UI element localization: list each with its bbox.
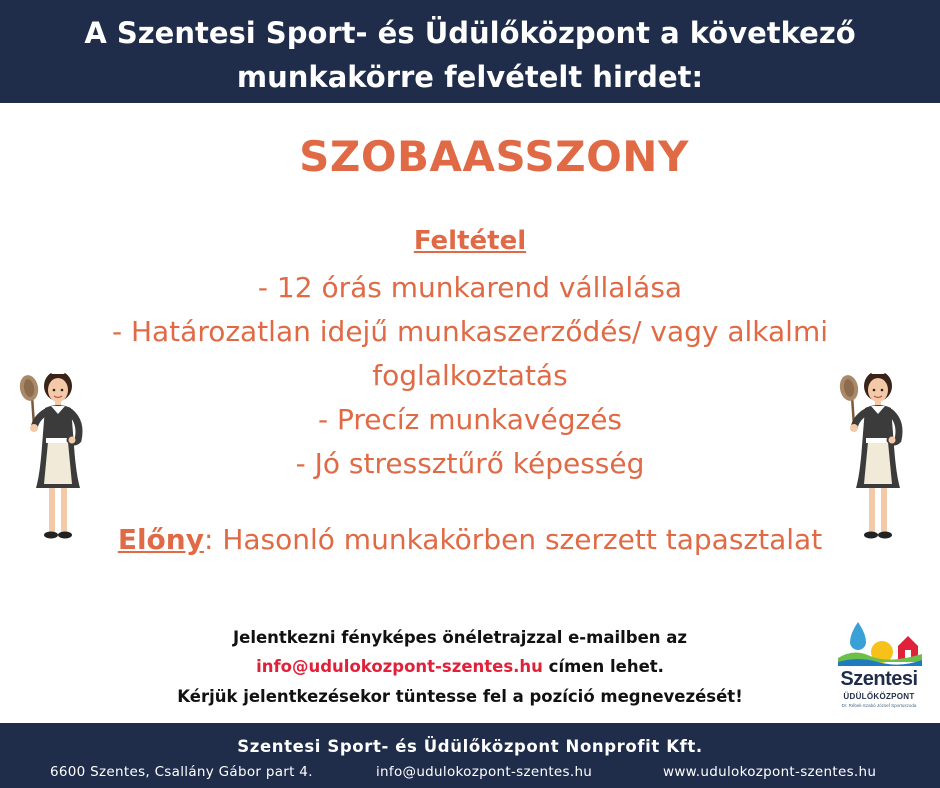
resort-logo	[830, 618, 928, 718]
application-line-2	[0, 657, 920, 676]
logo-subtitle: ÜDÜLŐKÖZPONT	[843, 692, 915, 701]
requirement-item: - Határozatlan idejű munkaszerződés/ vagy alkalmi	[111, 315, 829, 348]
requirements-heading: Feltétel	[413, 226, 527, 256]
header-title-line-1: A Szentesi Sport- és Üdülőközpont a következő	[84, 16, 856, 50]
advantage-line	[0, 523, 940, 556]
resort-logo-icon	[830, 618, 928, 668]
header-title-line-2: munkakörre felvételt hirdet:	[236, 60, 704, 94]
header-banner	[0, 0, 940, 103]
logo-name: Szentesi	[840, 668, 918, 690]
requirement-item: - Jó stressztűrő képesség	[295, 447, 645, 480]
requirement-item: - 12 órás munkarend vállalása	[257, 271, 683, 304]
logo-tagline: Dr. Rébeli-Szabó József Sportuszoda	[841, 703, 917, 708]
footer-email-link[interactable]: info@udulokozpont-szentes.hu	[376, 764, 593, 780]
application-line-1: Jelentkezni fényképes önéletrajzzal e-mailben az	[232, 628, 688, 647]
application-line-3: Kérjük jelentkezésekor tüntesse fel a pozíció megnevezését!	[177, 687, 743, 706]
maid-illustration-icon	[12, 366, 94, 546]
requirement-item: foglalkoztatás	[372, 359, 568, 392]
advantage-label: Előny	[117, 523, 204, 556]
footer-website-link[interactable]: www.udulokozpont-szentes.hu	[663, 764, 877, 780]
footer-bar	[0, 723, 940, 788]
footer-company-name: Szentesi Sport- és Üdülőközpont Nonprofit Kft.	[237, 737, 703, 756]
application-line-2-suffix: címen lehet.	[542, 657, 664, 676]
advantage-text: : Hasonló munkakörben szerzett tapasztalat	[203, 523, 823, 556]
maid-illustration-icon	[832, 366, 914, 546]
application-email-link[interactable]: info@udulokozpont-szentes.hu	[256, 657, 543, 676]
requirement-item: - Precíz munkavégzés	[317, 403, 623, 436]
job-title: SZOBAASSZONY	[299, 132, 689, 181]
footer-address: 6600 Szentes, Csallány Gábor part 4.	[50, 764, 313, 780]
